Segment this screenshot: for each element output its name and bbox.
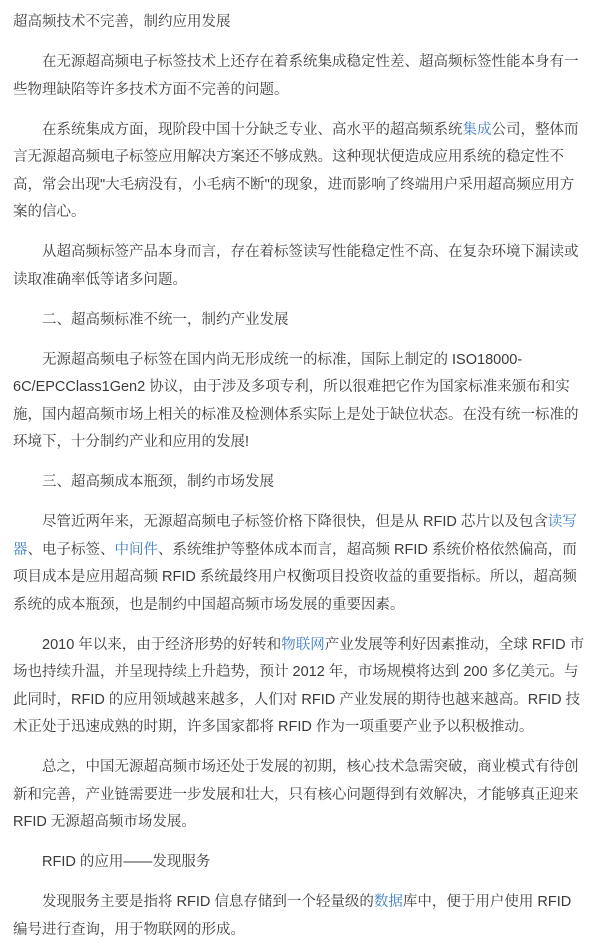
- text-segment: 、系统维护等整体成本而言，超高频 RFID 系统价格依然偏高，而项目成本是应用超高频 RFID 系统最终用户权衡项目投资收益的重要指标。所以，超高频系统的成本瓶颈，也是制约中国超高频市场发展的重要因素。: [13, 541, 577, 613]
- text-segment: 库中，便于用户使用 RFID 编号进行查询，用于物联网的形成。: [13, 894, 572, 938]
- text-segment: 总之，中国无源超高频市场还处于发展的初期，核心技术急需突破，商业模式有待创新和完善，产业链需要进一步发展和壮大，只有核心问题得到有效解决，才能够真正迎来 RFID 无源超高频市场发展。: [13, 759, 579, 830]
- text-segment: RFID 的应用——发现服务: [42, 854, 211, 870]
- article-body: [13, 9, 587, 944]
- inline-link[interactable]: 数据: [373, 894, 403, 910]
- paragraph: [13, 117, 587, 227]
- text-segment: 二、超高频标准不统一，制约产业发展: [42, 311, 289, 328]
- section-heading: [13, 307, 587, 335]
- text-segment: 三、超高频成本瓶颈，制约市场发展: [42, 474, 274, 490]
- text-segment: 、电子标签、: [27, 541, 115, 558]
- paragraph: [13, 889, 587, 944]
- inline-link[interactable]: 读写器: [13, 514, 577, 558]
- inline-link[interactable]: 集成: [462, 121, 492, 138]
- text-segment: 发现服务主要是指将 RFID 信息存储到一个轻量级的: [42, 894, 374, 910]
- text-segment: 在系统集成方面，现阶段中国十分缺乏专业、高水平的超高频系统: [42, 121, 463, 138]
- text-segment: 2010 年以来，由于经济形势的好转和: [42, 636, 282, 653]
- text-segment: 产业发展等利好因素推动，全球 RFID 市场也持续升温，并呈现持续上升趋势，预计 2012 年，市场规模将达到 200 多亿美元。与此同时，RFID 的应用领域越来越多，人们对 RFID 产业发展的期待也越来越高。RFID 技术正处于迅速成熟的时期，许多国家都将 RFID 作为一项重要产业予以积极推动。: [13, 636, 585, 735]
- text-segment: 从超高频标签产品本身而言，存在着标签读写性能稳定性不高、在复杂环境下漏读或读取准确率低等诸多问题。: [13, 244, 579, 288]
- paragraph: [13, 239, 587, 294]
- article-title: 超高频技术不完善，制约应用发展: [13, 14, 231, 30]
- paragraph: [13, 754, 587, 837]
- paragraph: [13, 632, 587, 742]
- section-heading: [13, 849, 587, 877]
- section-heading: [13, 469, 587, 497]
- text-segment: 公司，整体而言无源超高频电子标签应用解决方案还不够成熟。这种现状便造成应用系统的稳定性不高，常会出现"大毛病没有，小毛病不断"的现象，进而影响了终端用户采用超高频应用方案的信心。: [13, 121, 579, 220]
- paragraph: [13, 347, 587, 457]
- inline-link[interactable]: 物联网: [281, 636, 325, 653]
- paragraph: [13, 509, 587, 619]
- inline-link[interactable]: 中间件: [114, 541, 158, 558]
- text-segment: 无源超高频电子标签在国内尚无形成统一的标准，国际上制定的 ISO18000-6C/EPCClass1Gen2 协议，由于涉及多项专利，所以很难把它作为国家标准来颁布和实施，国内超高频市场上相关的标准及检测体系实际上是处于缺位状态。在没有统一标准的环境下，十分制约产业和应用的发展!: [13, 351, 579, 450]
- text-segment: 尽管近两年来，无源超高频电子标签价格下降很快，但是从 RFID 芯片以及包含: [42, 514, 548, 530]
- paragraph: [13, 49, 587, 104]
- text-segment: 在无源超高频电子标签技术上还存在着系统集成稳定性差、超高频标签性能本身有一些物理缺陷等许多技术方面不完善的问题。: [13, 54, 579, 98]
